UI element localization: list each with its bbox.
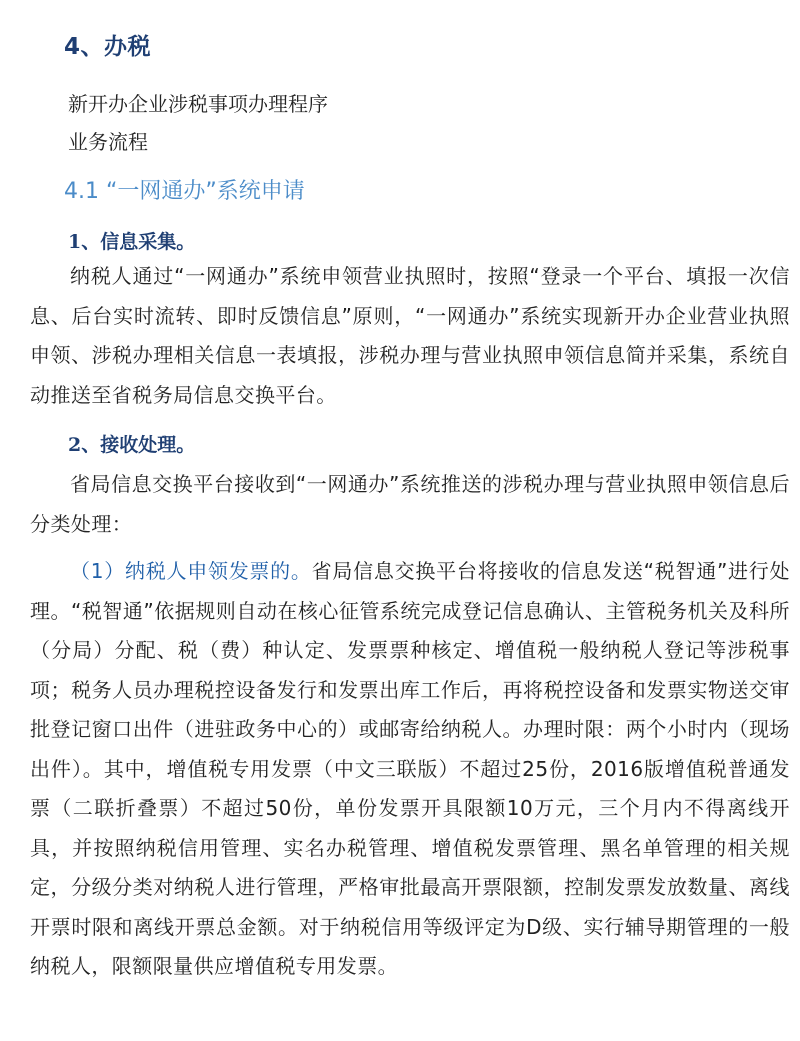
step1-paragraph: 纳税人通过“一网通办”系统申领营业执照时，按照“登录一个平台、填报一次信息、后台实时流转、即时反馈信息”原则，“一网通办”系统实现新开办企业营业执照申领、涉税办理相关信息一表填报，涉税办理与营业执照申领信息简并采集，系统自动推送至省税务局信息交换平台。: [30, 264, 790, 407]
section-line-workflow: 业务流程: [68, 130, 148, 154]
step2-item1-paragraph: [30, 552, 790, 987]
step2-item1-body: 省局信息交换平台将接收的信息发送“税智通”进行处理。“税智通”依据规则自动在核心征管系统完成登记信息确认、主管税务机关及科所（分局）分配、税（费）种认定、发票票种核定、增值税一般纳税人登记等涉税事项；税务人员办理税控设备发行和发票出库工作后，再将税控设备和发票实物送交审批登记窗口出件（进驻政务中心的）或邮寄给纳税人。办理时限：两个小时内（现场出件）。其中，增值税专用发票（中文三联版）不超过25份，2016版增值税普通发票（二联折叠票）不超过50份，单份发票开具限额10万元，三个月内不得离线开具，并按照纳税信用管理、实名办税管理、增值税发票管理、黑名单管理的相关规定，分级分类对纳税人进行管理，严格审批最高开票限额，控制发票发放数量、离线开票时限和离线开票总金额。对于纳税信用等级评定为D级、实行辅导期管理的一般纳税人，限额限量供应增值税专用发票。: [30, 559, 790, 978]
step1-heading: 1、信息采集。: [68, 231, 196, 253]
section-line-procedure: 新开办企业涉税事项办理程序: [68, 92, 328, 116]
step2-paragraph: 省局信息交换平台接收到“一网通办”系统推送的涉税办理与营业执照申领信息后分类处理：: [30, 472, 790, 536]
section-heading: 4、办税: [64, 34, 152, 60]
step2-item1-label: （1）纳税人申领发票的。: [70, 559, 312, 583]
subsection-heading: 4.1 “一网通办”系统申请: [64, 179, 305, 204]
step2-heading: 2、接收处理。: [68, 434, 196, 456]
